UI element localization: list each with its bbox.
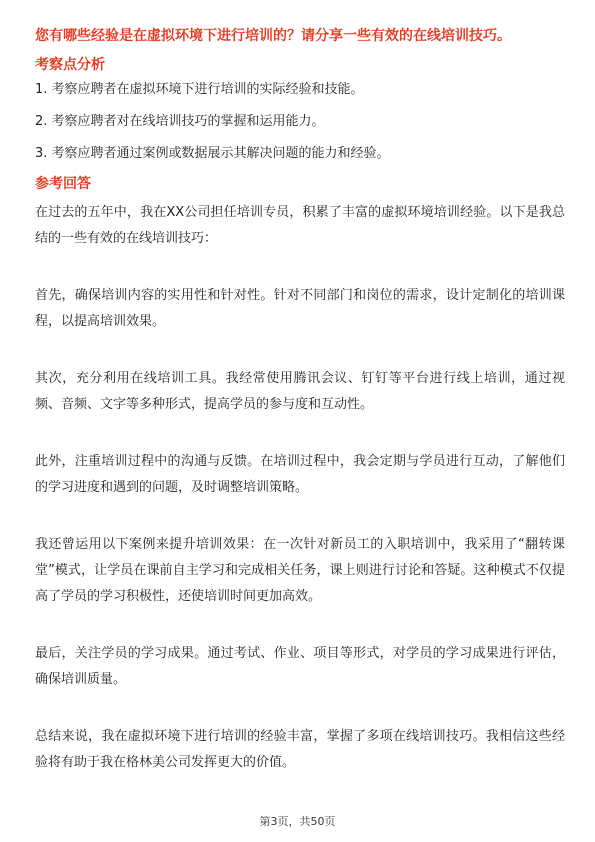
answer-paragraph: 首先，确保培训内容的实用性和针对性。针对不同部门和岗位的需求，设计定制化的培训课程，以提高培训效果。	[35, 288, 565, 329]
answer-paragraph: 最后，关注学员的学习成果。通过考试、作业、项目等形式，对学员的学习成果进行评估，确保培训质量。	[35, 646, 565, 687]
answer-section-title: 参考回答	[35, 176, 91, 192]
analysis-list	[35, 80, 565, 176]
answer-body	[35, 200, 565, 807]
analysis-item: 3. 考察应聘者通过案例或数据展示其解决问题的能力和经验。	[35, 146, 390, 161]
question-heading: 您有哪些经验是在虚拟环境下进行培训的？请分享一些有效的在线培训技巧。	[35, 28, 511, 44]
answer-paragraph: 其次，充分利用在线培训工具。我经常使用腾讯会议、钉钉等平台进行线上培训，通过视频、音频、文字等多种形式，提高学员的参与度和互动性。	[35, 371, 565, 412]
analysis-item: 2. 考察应聘者对在线培训技巧的掌握和运用能力。	[35, 114, 325, 129]
answer-paragraph: 总结来说，我在虚拟环境下进行培训的经验丰富，掌握了多项在线培训技巧。我相信这些经验将有助于我在格林美公司发挥更大的价值。	[35, 729, 565, 770]
page-number-footer: 第3页，共50页	[259, 815, 336, 828]
answer-paragraph: 我还曾运用以下案例来提升培训效果：在一次针对新员工的入职培训中，我采用了“翻转课堂”模式，让学员在课前自主学习和完成相关任务，课上则进行讨论和答疑。这种模式不仅提高了学员的学习积极性，还使培训时间更加高效。	[35, 537, 565, 604]
answer-paragraph: 此外，注重培训过程中的沟通与反馈。在培训过程中，我会定期与学员进行互动，了解他们的学习进度和遇到的问题，及时调整培训策略。	[35, 454, 565, 495]
analysis-item: 1. 考察应聘者在虚拟环境下进行培训的实际经验和技能。	[35, 82, 364, 97]
answer-paragraph: 在过去的五年中，我在XX公司担任培训专员，积累了丰富的虚拟环境培训经验。以下是我总结的一些有效的在线培训技巧：	[35, 205, 565, 246]
analysis-section-title: 考察点分析	[35, 57, 105, 73]
